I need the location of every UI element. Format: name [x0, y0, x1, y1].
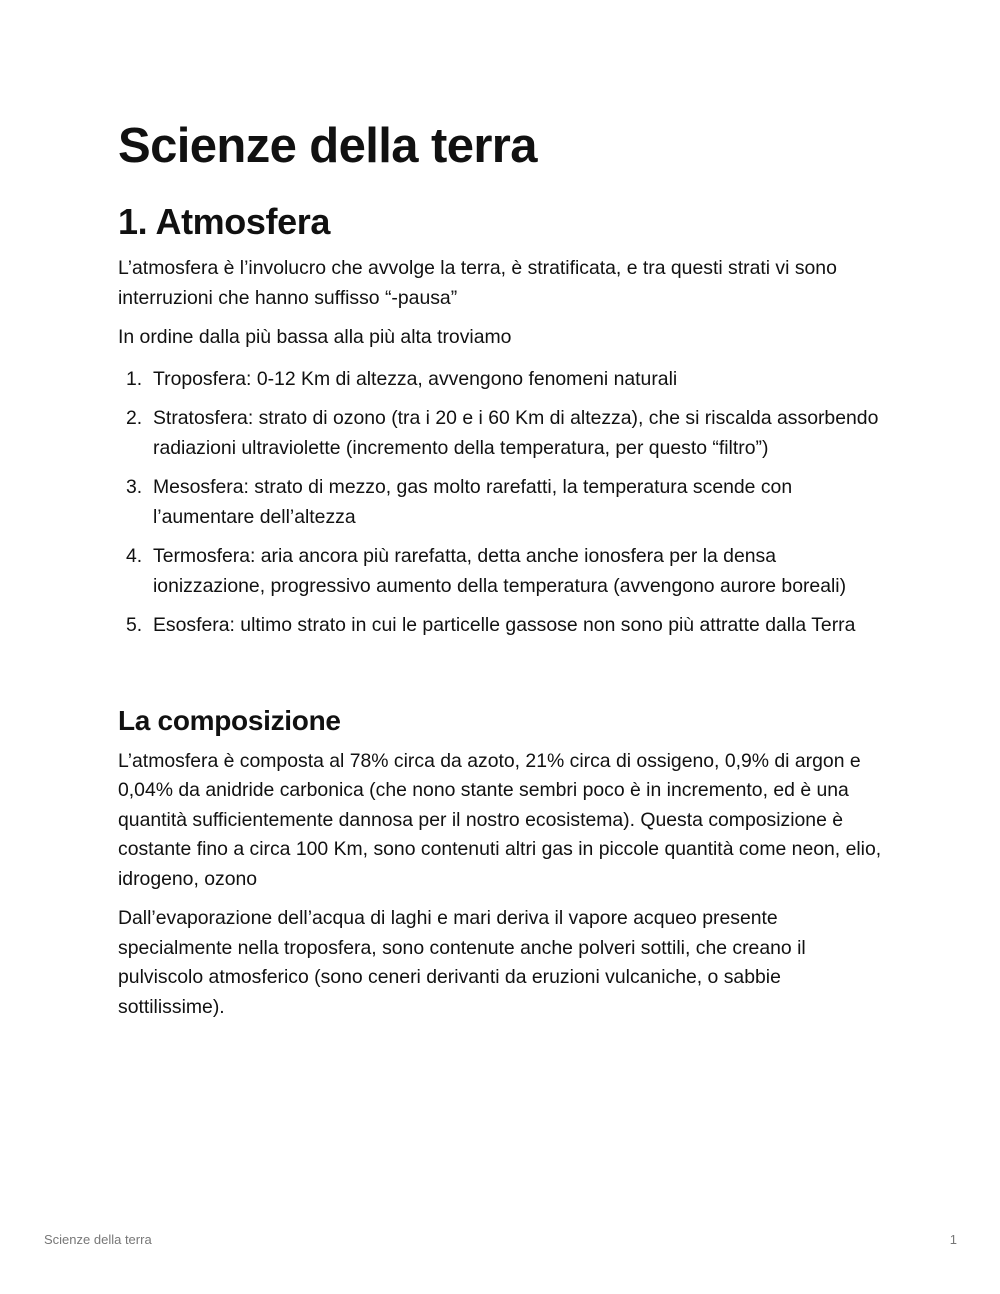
document-page — [118, 112, 882, 1032]
footer-document-name: Scienze della terra — [44, 1232, 152, 1247]
list-item-number: 2. — [126, 407, 143, 429]
section-heading-composizione: La composizione — [118, 704, 341, 736]
atmosfera-intro-paragraph: L’atmosfera è l’involucro che avvolge la terra, è stratificata, e tra questi strati vi sono interruzioni che hanno suffisso “-pausa” — [118, 257, 837, 309]
list-item-text: Stratosfera: strato di ozono (tra i 20 e i 60 Km di altezza), che si riscalda assorbendo radiazioni ultraviolette (incremento della temperatura, per questo “filtro”) — [153, 407, 879, 459]
list-item — [118, 365, 882, 395]
evaporation-paragraph: Dall’evaporazione dell’acqua di laghi e mari deriva il vapore acqueo presente specialmente nella troposfera, sono contenute anche polveri sottili, che creano il pulviscolo atmosferico (sono ceneri derivanti da eruzioni vulcaniche, o sabbie sottilissime). — [118, 907, 806, 1018]
list-item-number: 5. — [126, 614, 143, 636]
list-item-number: 3. — [126, 476, 143, 498]
list-item-text: Mesosfera: strato di mezzo, gas molto rarefatti, la temperatura scende con l’aumentare dell’altezza — [153, 476, 793, 528]
list-item-number: 1. — [126, 367, 143, 390]
footer-page-number: 1 — [949, 1232, 957, 1247]
list-item-text: Troposfera: 0-12 Km di altezza, avvengono fenomeni naturali — [153, 367, 678, 390]
document-title: Scienze della terra — [118, 119, 537, 173]
list-item-text: Termosfera: aria ancora più rarefatta, detta anche ionosfera per la densa ionizzazione, progressivo aumento della temperatura (avvengono aurore boreali) — [153, 545, 847, 597]
atmosphere-layers-list — [118, 365, 882, 641]
section-heading-atmosfera: 1. Atmosfera — [118, 201, 330, 242]
order-intro-paragraph: In ordine dalla più bassa alla più alta troviamo — [118, 326, 512, 348]
list-item — [118, 611, 882, 641]
list-item — [118, 473, 882, 532]
composition-paragraph: L’atmosfera è composta al 78% circa da azoto, 21% circa di ossigeno, 0,9% di argon e 0,04% da anidride carbonica (che nono stante sembri poco è in incremento, ed è una quantità sufficientemente dannosa per il nostro ecosistema). Questa composizione è costante fino a circa 100 Km, sono contenuti altri gas in piccole quantità come neon, elio, idrogeno, ozono — [118, 749, 882, 890]
list-item — [118, 542, 882, 601]
list-item-number: 4. — [126, 545, 143, 567]
list-item — [118, 404, 882, 463]
list-item-text: Esosfera: ultimo strato in cui le particelle gassose non sono più attratte dalla Terra — [153, 614, 856, 636]
